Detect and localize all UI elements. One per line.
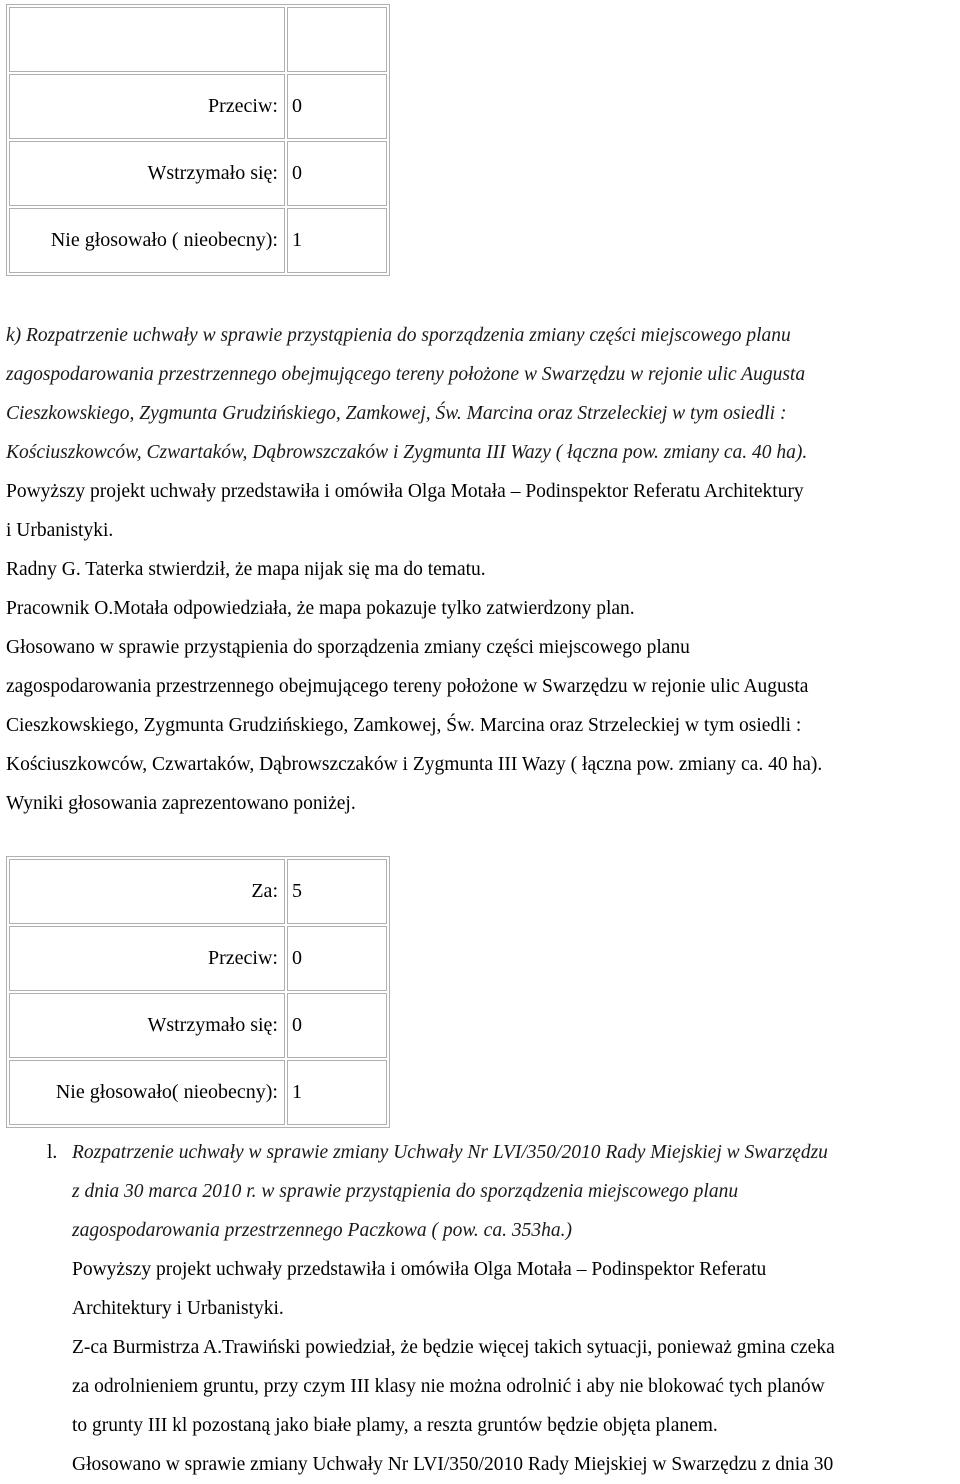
vote-results-table-1	[6, 4, 390, 276]
table-row	[9, 208, 387, 273]
title-line: k) Rozpatrzenie uchwały w sprawie przystąpienia do sporządzenia zmiany części miejscowego planu	[6, 325, 791, 346]
body-line: Architektury i Urbanistyki.	[72, 1298, 284, 1319]
body-line: Wyniki głosowania zaprezentowano poniżej.	[6, 793, 356, 814]
body-line: Cieszkowskiego, Zygmunta Grudzińskiego, Zamkowej, Św. Marcina oraz Strzeleckiej w tym osiedli :	[6, 715, 802, 736]
vote-label	[9, 7, 285, 72]
body-line: Kościuszkowców, Czwartaków, Dąbrowszczaków i Zygmunta III Wazy ( łączna pow. zmiany ca. 40 ha).	[6, 754, 823, 775]
vote-label: Nie głosowało( nieobecny):	[9, 1060, 285, 1125]
section-k-body	[6, 472, 956, 823]
table-row	[9, 926, 387, 991]
table-row	[9, 1060, 387, 1125]
body-line: Powyższy projekt uchwały przedstawiła i omówiła Olga Motała – Podinspektor Referatu Architektury	[6, 481, 804, 502]
vote-value: 5	[287, 859, 387, 924]
title-line: Rozpatrzenie uchwały w sprawie zmiany Uchwały Nr LVI/350/2010 Rady Miejskiej w Swarzędzu	[72, 1142, 828, 1163]
vote-label: Przeciw:	[9, 926, 285, 991]
title-line: Cieszkowskiego, Zygmunta Grudzińskiego, Zamkowej, Św. Marcina oraz Strzeleckiej w tym osiedli :	[6, 403, 787, 424]
body-line: Z-ca Burmistrza A.Trawiński powiedział, że będzie więcej takich sytuacji, ponieważ gmina czeka	[72, 1337, 835, 1358]
table-row	[9, 7, 387, 72]
body-line: i Urbanistyki.	[6, 520, 114, 541]
body-line: Powyższy projekt uchwały przedstawiła i omówiła Olga Motała – Podinspektor Referatu	[72, 1259, 767, 1280]
title-line: zagospodarowania przestrzennego obejmującego tereny położone w Swarzędzu w rejonie ulic Augusta	[6, 364, 806, 385]
vote-label: Za:	[9, 859, 285, 924]
title-line: Kościuszkowców, Czwartaków, Dąbrowszczaków i Zygmunta III Wazy ( łączna pow. zmiany ca. 40 ha).	[6, 442, 808, 463]
vote-label: Nie głosowało ( nieobecny):	[9, 208, 285, 273]
section-l-title	[72, 1133, 958, 1250]
body-line: Głosowano w sprawie zmiany Uchwały Nr LVI/350/2010 Rady Miejskiej w Swarzędzu z dnia 30	[72, 1454, 834, 1475]
table-row	[9, 141, 387, 206]
vote-value: 0	[287, 141, 387, 206]
vote-results-table-2	[6, 856, 390, 1128]
body-line: to grunty III kl pozostaną jako białe plamy, a reszta gruntów będzie objęta planem.	[72, 1415, 718, 1436]
body-line: zagospodarowania przestrzennego obejmującego tereny położone w Swarzędzu w rejonie ulic Augusta	[6, 676, 809, 697]
table-row	[9, 993, 387, 1058]
vote-label: Wstrzymało się:	[9, 141, 285, 206]
vote-label: Przeciw:	[9, 74, 285, 139]
table-row	[9, 74, 387, 139]
body-line: Pracownik O.Motała odpowiedziała, że mapa pokazuje tylko zatwierdzony plan.	[6, 598, 635, 619]
vote-value: 1	[287, 1060, 387, 1125]
section-k-title	[6, 316, 956, 472]
vote-label: Wstrzymało się:	[9, 993, 285, 1058]
vote-value: 0	[287, 926, 387, 991]
title-line: zagospodarowania przestrzennego Paczkowa ( pow. ca. 353ha.)	[72, 1220, 572, 1241]
vote-value: 0	[287, 74, 387, 139]
vote-value	[287, 7, 387, 72]
title-line: z dnia 30 marca 2010 r. w sprawie przystąpienia do sporządzenia miejscowego planu	[72, 1181, 739, 1202]
vote-value: 1	[287, 208, 387, 273]
body-line: za odrolnieniem gruntu, przy czym III klasy nie można odrolnić i aby nie blokować tych planów	[72, 1376, 825, 1397]
vote-value: 0	[287, 993, 387, 1058]
body-line: Radny G. Taterka stwierdził, że mapa nijak się ma do tematu.	[6, 559, 486, 580]
body-line: Głosowano w sprawie przystąpienia do sporządzenia zmiany części miejscowego planu	[6, 637, 690, 658]
section-l-body	[72, 1250, 958, 1484]
table-row	[9, 859, 387, 924]
section-l-number: l.	[47, 1142, 58, 1163]
